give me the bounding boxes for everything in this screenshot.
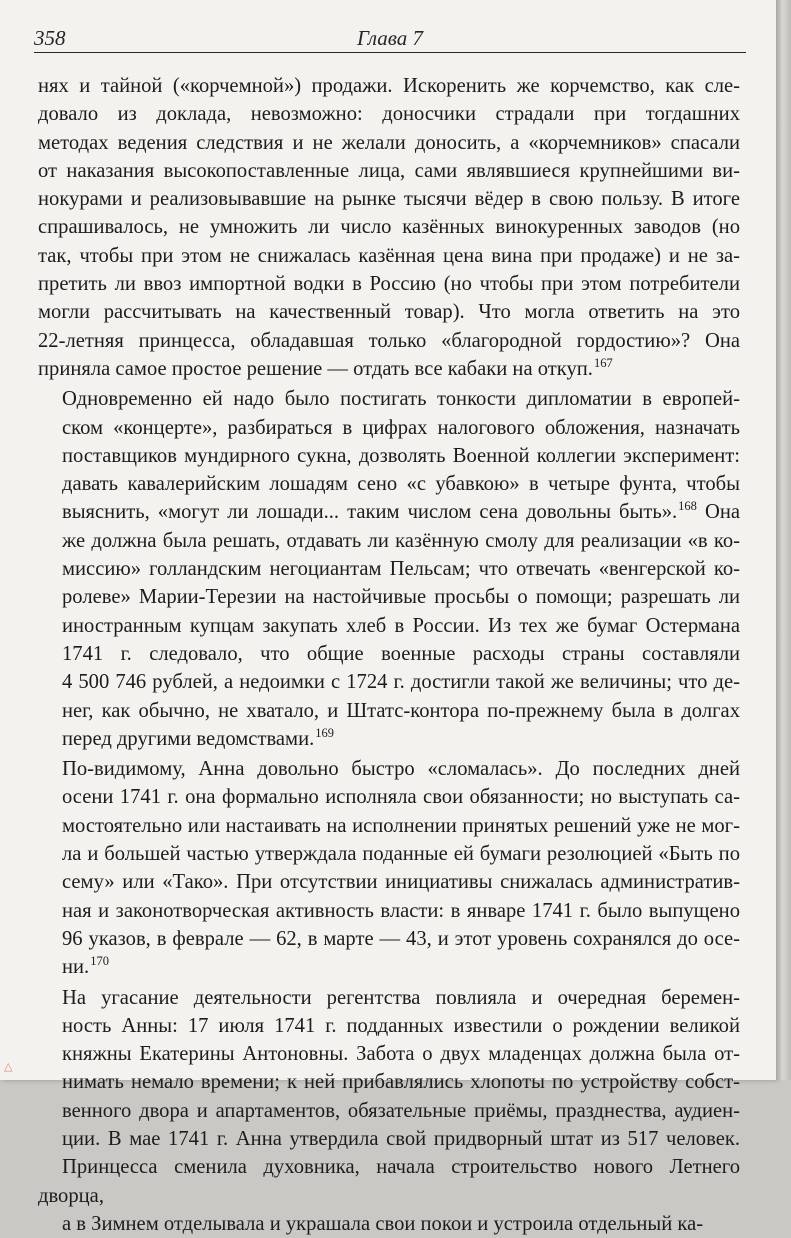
text-line: претить ли ввоз импортной водки в Россию (но чтобы при этом потребители: [38, 270, 740, 298]
text-segment: ни.: [62, 956, 89, 978]
text-line: давать кавалерийским лошадям сено «с убавкою» в четыре фунта, чтобы: [38, 470, 740, 498]
text-line: от наказания высокопоставленные лица, сами являвшиеся крупнейшими ви-: [38, 157, 740, 185]
footnote-marker[interactable]: 168: [678, 499, 697, 513]
text-segment: перед другими ведомствами.: [62, 728, 314, 750]
text-line: ла и большей частью утверждала поданные ей бумаги резолюцией «Быть по: [38, 840, 740, 868]
text-line: 96 указов, в феврале — 62, в марте — 43, и этот уровень сохранялся до осе-: [38, 925, 740, 953]
text-line: иностранным купцам закупать хлеб в России. Из тех же бумаг Остермана: [38, 612, 740, 640]
body-text: [38, 72, 740, 1238]
text-line: 22-летняя принцесса, обладавшая только «благородной гордостию»? Она: [38, 327, 740, 355]
text-line: спрашивалось, не умножить ли число казённых винокуренных заводов (но: [38, 213, 740, 241]
corner-mark-icon: △: [4, 1060, 16, 1072]
text-line: нег, как обычно, не хватало, и Штатс-контора по-прежнему была в долгах: [38, 697, 740, 725]
footnote-marker[interactable]: 170: [90, 954, 109, 968]
text-segment: Она: [697, 501, 740, 523]
text-line: княжны Екатерины Антоновны. Забота о двух младенцах должна была от-: [38, 1040, 740, 1068]
text-line: нимать немало времени; к ней прибавлялись хлопоты по устройству собст-: [38, 1068, 740, 1096]
text-line: [38, 498, 740, 526]
text-line: венного двора и апартаментов, обязательные приёмы, празднества, аудиен-: [38, 1097, 740, 1125]
text-line: поставщиков мундирного сукна, дозволять Военной коллегии эксперимент:: [38, 442, 740, 470]
text-line: методах ведения следствия и не желали доносить, а «корчемников» спасали: [38, 129, 740, 157]
paragraph: [38, 755, 740, 981]
text-line: довало из доклада, невозможно: доносчики страдали при тогдашних: [38, 100, 740, 128]
text-line: осени 1741 г. она формально исполняла свои обязанности; но выступать са-: [38, 783, 740, 811]
text-line: а в Зимнем отделывала и украшала свои покои и устроила отдельный ка-: [38, 1210, 740, 1238]
paragraph: [38, 72, 740, 383]
text-line: так, чтобы при этом не снижалась казённая цена вина при продаже) и не за-: [38, 242, 740, 270]
text-line: [38, 355, 740, 383]
text-line: 1741 г. следовало, что общие военные расходы страны составляли: [38, 640, 740, 668]
text-line: На угасание деятельности регентства повлияла и очередная беремен-: [38, 984, 740, 1012]
page-number: 358: [34, 26, 66, 51]
text-line: миссию» голландским негоциантам Пельсам; что отвечать «венгерской ко-: [38, 555, 740, 583]
text-line: нокурами и реализовывавшие на рынке тысячи вёдер в свою пользу. В итоге: [38, 185, 740, 213]
text-line: [38, 725, 740, 753]
running-header: [34, 22, 746, 53]
paragraph: [38, 984, 740, 1238]
text-segment: приняла самое простое решение — отдать все кабаки на откуп.: [38, 358, 593, 380]
chapter-title: Глава 7: [34, 26, 746, 51]
text-line: ции. В мае 1741 г. Анна утвердила свой придворный штат из 517 человек.: [38, 1125, 740, 1153]
paragraph: [38, 385, 740, 753]
text-line: же должна была решать, отдавать ли казённую смолу для реализации «в ко-: [38, 527, 740, 555]
page-gutter: [776, 0, 791, 1080]
footnote-marker[interactable]: 167: [594, 356, 613, 370]
text-line: [38, 953, 740, 981]
text-segment: выяснить, «могут ли лошади... таким числом сена довольны быть».: [62, 501, 677, 523]
text-line: По-видимому, Анна довольно быстро «сломалась». До последних дней: [38, 755, 740, 783]
text-line: 4 500 746 рублей, а недоимки с 1724 г. достигли такой же величины; что де-: [38, 668, 740, 696]
text-line: Принцесса сменила духовника, начала строительство нового Летнего дворца,: [38, 1153, 740, 1210]
text-line: ность Анны: 17 июля 1741 г. подданных известили о рождении великой: [38, 1012, 740, 1040]
footnote-marker[interactable]: 169: [315, 726, 334, 740]
text-line: могли рассчитывать на качественный товар). Что могла ответить на это: [38, 298, 740, 326]
text-line: ском «концерте», разбираться в цифрах налогового обложения, назначать: [38, 414, 740, 442]
text-line: ная и законотворческая активность власти: в январе 1741 г. было выпущено: [38, 897, 740, 925]
text-line: мостоятельно или настаивать на исполнении принятых решений уже не мог-: [38, 812, 740, 840]
text-line: нях и тайной («корчемной») продажи. Искоренить же корчемство, как сле-: [38, 72, 740, 100]
text-line: сему» или «Тако». При отсутствии инициативы снижалась административ-: [38, 868, 740, 896]
text-line: Одновременно ей надо было постигать тонкости дипломатии в европей-: [38, 385, 740, 413]
text-line: ролеве» Марии-Терезии на настойчивые просьбы о помощи; разрешать ли: [38, 583, 740, 611]
